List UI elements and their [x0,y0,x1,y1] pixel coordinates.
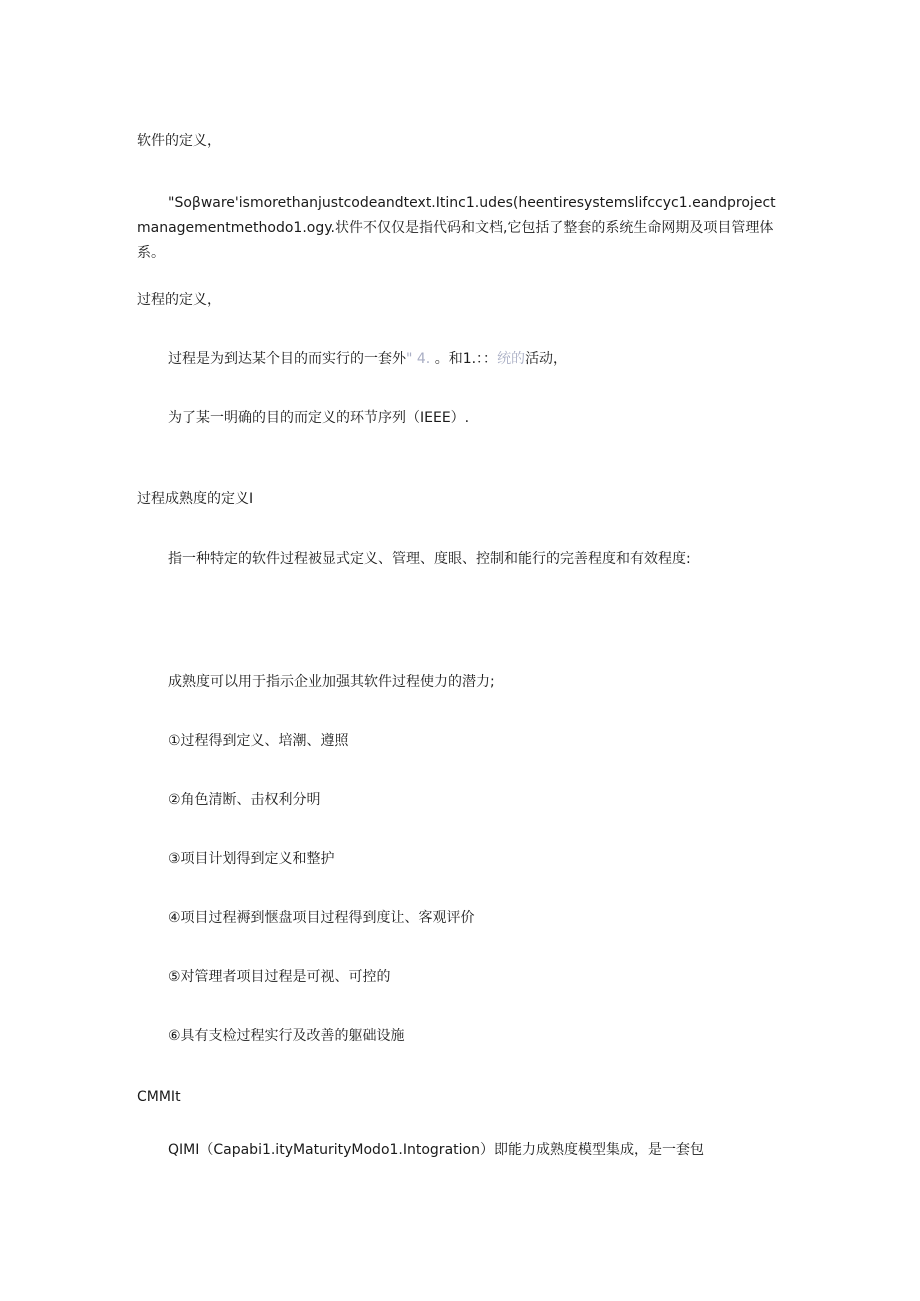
maturity-usage-text: 成熟度可以用于指示企业加强其软件过程使力的潜力; [168,674,495,690]
process-definition-heading: 过程的定义， [137,292,221,308]
software-definition-paragraph: "Soβware'ismorethanjustcodeandtext.Itinc1.udes(heentiresystemslifccyc1.eandprojectmanagementmethodo1.ogy.状件不仅仅是指代码和文档,它包括了整套的系统生命网期及项目管理体系。 [137,195,776,261]
process-def-text-c: 活动， [525,351,568,367]
maturity-list-item: ③项目计划得到定义和整护 [168,851,335,867]
process-def-faded-a: " 4. [406,351,431,367]
maturity-list-item: ⑤对管理者项目过程是可视、可控的 [168,969,391,985]
software-definition-heading: 软件的定义， [137,133,221,149]
process-maturity-heading: 过程成熟度的定义I [137,491,254,507]
process-def-text-a: 过程是为到达某个目的而实行的一套外 [168,351,406,367]
process-definition-line-2: 为了某一明确的目的而定义的环节序列（IEEE）. [168,410,470,426]
process-maturity-definition: 指一种特定的软件过程被显式定义、管理、度眼、控制和能行的完善程度和有效程度: [168,551,691,567]
process-def-faded-b: 统的 [497,351,526,367]
maturity-list-item: ⑥具有支检过程实行及改善的躯础设施 [168,1028,405,1044]
maturity-list-item: ②角色清断、击权利分明 [168,792,321,808]
cmmi-heading: CMMIt [137,1089,181,1105]
process-def-text-b: 。和1.：： [430,351,498,367]
process-definition-line-1 [168,349,567,369]
cmmi-definition: QIMI（Capabi1.ityMaturityModo1.Intogration）即能力成熟度模型集成，是一套包 [168,1142,704,1158]
maturity-list-item: ④项目过程褥到惬盘项目过程得到度让、客观评价 [168,910,475,926]
maturity-list-item: ①过程得到定义、培潮、遵照 [168,733,349,749]
